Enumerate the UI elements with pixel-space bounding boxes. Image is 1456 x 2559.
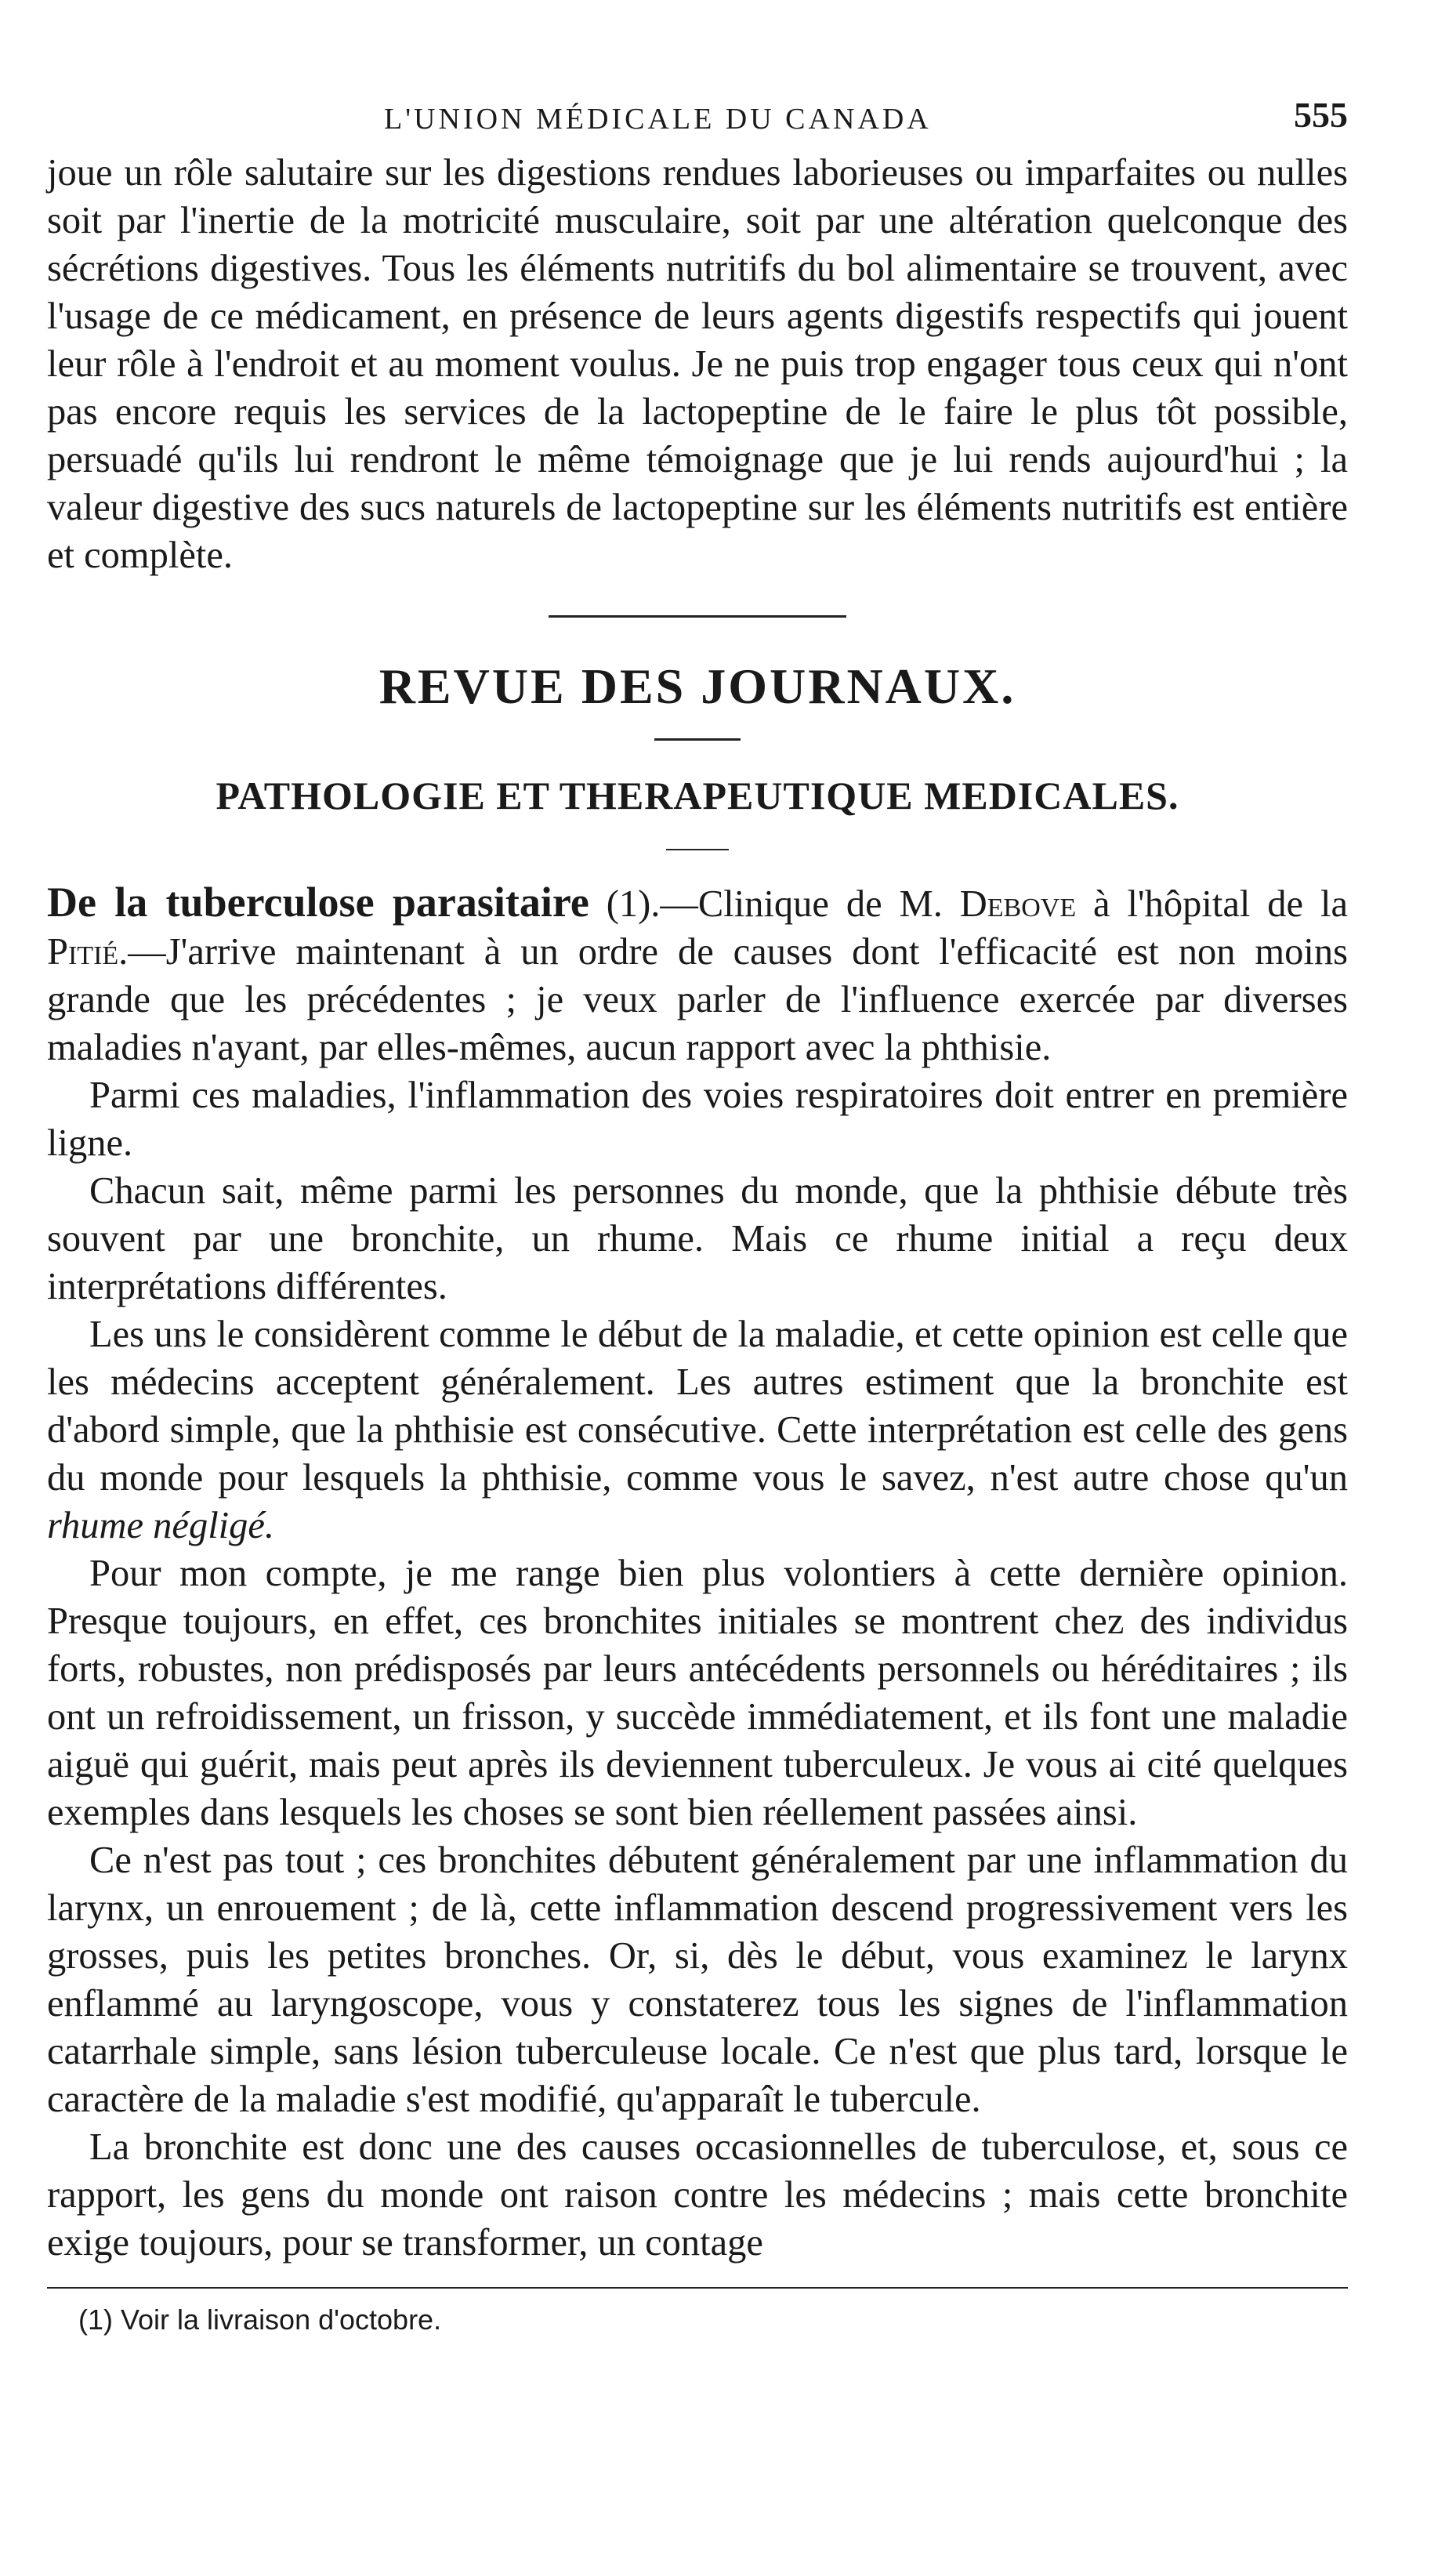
article-paragraph-5: Pour mon compte, je me range bien plus volontiers à cette dernière opinion. Presque toujours, en effet, ces bronchites initiales se montrent chez des individus forts, robustes, non prédisposés par leurs antécédents personnels ou héréditaires ; ils ont un refroidissement, un frisson, y succède immédiatement, et ils font une maladie aiguë qui guérit, mais peut après ils deviennent tuberculeux. Je vous ai cité quelques exemples dans lesquels les choses se sont bien réellement passées ainsi. [47, 1553, 1348, 1833]
section-title: REVUE DES JOURNAUX. [378, 658, 1016, 714]
footnote-rule [47, 2287, 1348, 2289]
paragraph-text: Les uns le considèrent comme le début de la maladie, et cette opinion est celle que les médecins acceptent généralement. Les autres estiment que la bronchite est d'abord simple, que la phthisie est consécutive. Cette interprétation est celle des gens du monde pour lesquels la phthisie, comme vous le savez, n'est autre chose qu'un [47, 1314, 1348, 1499]
article-paragraph-1 [47, 879, 1348, 1071]
continued-paragraph: joue un rôle salutaire sur les digestions rendues laborieuses ou imparfaites ou nulles soit par l'inertie de la motricité musculaire, soit par une altération quelconque des sécrétions digestives. Tous les éléments nutritifs du bol alimentaire se trouvent, avec l'usage de ce médicament, en présence de leurs agents digestifs respectifs qui jouent leur rôle à l'endroit et au moment voulus. Je ne puis trop engager tous ceux qui n'ont pas encore requis les services de la lactopeptine de le faire le plus tôt possible, persuadé qu'ils lui rendront le même témoignage que je lui rends aujourd'hui ; la valeur digestive des sucs naturels de lactopeptine sur les éléments nutritifs est entière et complète. [47, 152, 1348, 576]
article-paragraph-2: Parmi ces maladies, l'inflammation des voies respiratoires doit entrer en première ligne. [47, 1075, 1348, 1164]
article-title: De la tuberculose parasitaire [47, 879, 589, 926]
article-paragraph-3: Chacun sait, même parmi les personnes du monde, que la phthisie débute très souvent par une bronchite, un rhume. Mais ce rhume initial a reçu deux interprétations différentes. [47, 1170, 1348, 1307]
article-lead: —Clinique de M. [660, 883, 960, 925]
page [47, 94, 1348, 2337]
subsection-title: PATHOLOGIE ET THERAPEUTIQUE MEDICALES. [216, 774, 1179, 817]
running-head [47, 94, 1348, 149]
article-lead: .—J'arrive maintenant à un ordre de causes dont l'efficacité est non moins grande que les précédentes ; je veux parler de l'influence exercée par diverses maladies n'ayant, par elles-mêmes, aucun rapport avec la phthisie. [47, 931, 1348, 1068]
professor-name: Debove [959, 883, 1077, 925]
hospital-name: Pitié [47, 931, 119, 973]
page-number: 555 [1294, 95, 1348, 135]
italic-phrase: rhume négligé. [47, 1505, 275, 1546]
separator-rule [666, 849, 729, 850]
article-paragraph-7: La bronchite est donc une des causes occasionnelles de tuberculose, et, sous ce rapport, les gens du monde ont raison contre les médecins ; mais cette bronchite exige toujours, pour se transformer, un contage [47, 2126, 1348, 2264]
article-paragraph-4 [47, 1310, 1348, 1550]
running-title: L'UNION MÉDICALE DU CANADA [384, 103, 932, 136]
separator-rule [549, 615, 846, 618]
article-lead: à l'hôpital de la [1076, 883, 1348, 925]
footnote-reference: (1). [606, 883, 661, 925]
article-paragraph-6: Ce n'est pas tout ; ces bronchites débutent généralement par une inflammation du larynx, un enrouement ; de là, cette inflammation descend progressivement vers les grosses, puis les petites bronches. Or, si, dès le début, vous examinez le larynx enflammé au laryngoscope, vous y constaterez tous les signes de l'inflammation catarrhale simple, sans lésion tuberculeuse locale. Ce n'est que plus tard, lorsque le caractère de la maladie s'est modifié, qu'apparaît le tubercule. [47, 1840, 1348, 2120]
separator-rule [654, 738, 741, 741]
footnote: (1) Voir la livraison d'octobre. [78, 2303, 442, 2336]
